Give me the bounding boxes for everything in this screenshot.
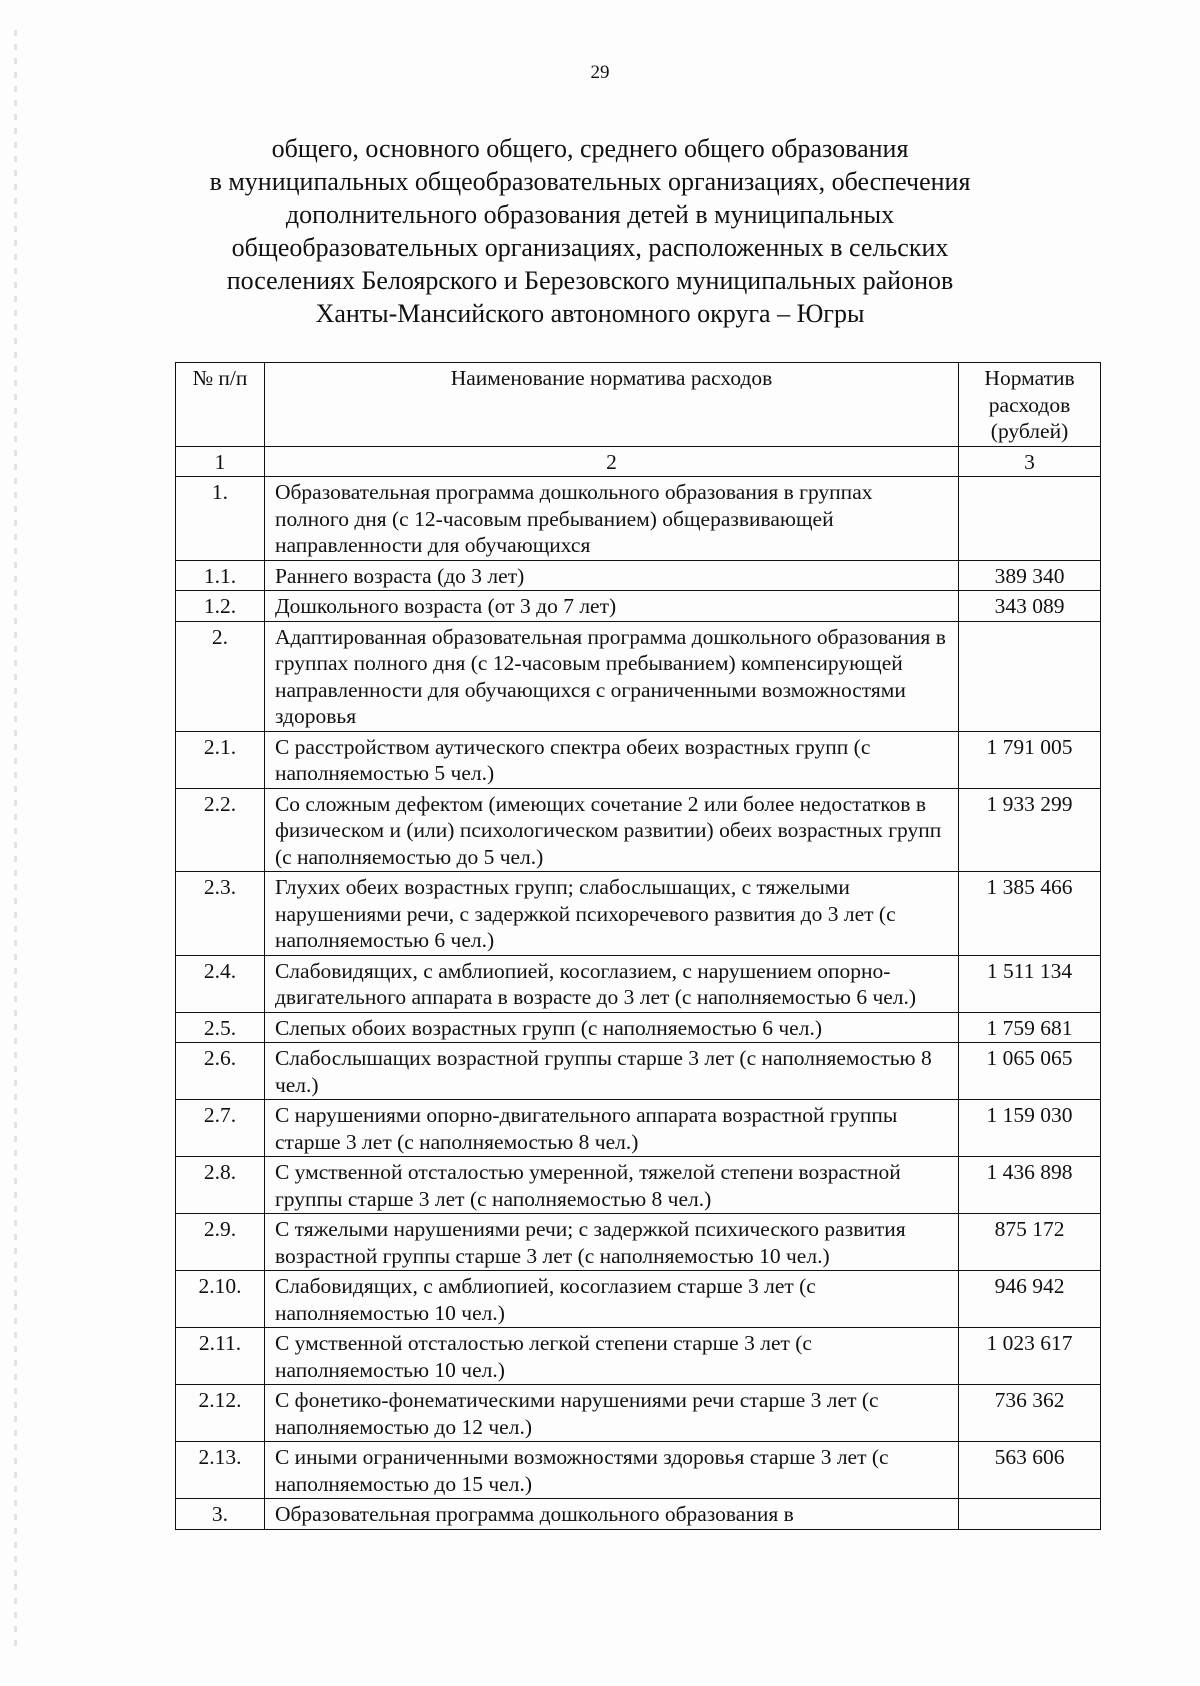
row-name: С умственной отсталостью легкой степени старше 3 лет (с наполняемостью 10 чел.) xyxy=(264,1328,958,1385)
table-body xyxy=(176,477,1101,1530)
row-name: Слабовидящих, с амблиопией, косоглазием старше 3 лет (с наполняемостью 10 чел.) xyxy=(264,1271,958,1328)
row-value: 1 159 030 xyxy=(959,1100,1101,1157)
row-number: 2.7. xyxy=(176,1100,265,1157)
table-row xyxy=(176,1499,1101,1530)
table-row xyxy=(176,560,1101,591)
table-row xyxy=(176,1100,1101,1157)
table-row xyxy=(176,1043,1101,1100)
page-number: 29 xyxy=(590,62,610,83)
table-row xyxy=(176,1328,1101,1385)
header-num: № п/п xyxy=(176,363,265,447)
header-name: Наименование норматива расходов xyxy=(264,363,958,447)
table-row xyxy=(176,591,1101,622)
table-header-row xyxy=(176,363,1101,447)
table-row xyxy=(176,621,1101,731)
table-row xyxy=(176,1214,1101,1271)
row-value: 1 436 898 xyxy=(959,1157,1101,1214)
row-value xyxy=(959,477,1101,561)
header-value: Норматив расходов (рублей) xyxy=(959,363,1101,447)
heading-line: общеобразовательных организациях, расположенных в сельских xyxy=(231,233,949,262)
row-number: 2. xyxy=(176,621,265,731)
table-row xyxy=(176,1012,1101,1043)
row-value: 1 511 134 xyxy=(959,955,1101,1012)
row-number: 2.1. xyxy=(176,731,265,788)
table-column-index-row xyxy=(176,446,1101,477)
row-name: Слабовидящих, с амблиопией, косоглазием, с нарушением опорно-двигательного аппарата в возрасте до 3 лет (с наполняемостью 6 чел.) xyxy=(264,955,958,1012)
row-value: 389 340 xyxy=(959,560,1101,591)
row-number: 2.11. xyxy=(176,1328,265,1385)
row-value xyxy=(959,1499,1101,1530)
row-value: 1 065 065 xyxy=(959,1043,1101,1100)
table-row xyxy=(176,1385,1101,1442)
table-row xyxy=(176,477,1101,561)
heading-line: поселениях Белоярского и Березовского муниципальных районов xyxy=(226,266,954,295)
table-row xyxy=(176,1442,1101,1499)
row-value: 1 023 617 xyxy=(959,1328,1101,1385)
table-row xyxy=(176,955,1101,1012)
row-number: 2.5. xyxy=(176,1012,265,1043)
row-name: С нарушениями опорно-двигательного аппарата возрастной группы старше 3 лет (с наполняемостью 8 чел.) xyxy=(264,1100,958,1157)
heading-line: общего, основного общего, среднего общего образования xyxy=(271,134,909,163)
row-name: Глухих обеих возрастных групп; слабослышащих, с тяжелыми нарушениями речи, с задержкой психоречевого развития до 3 лет (с наполняемостью 6 чел.) xyxy=(264,872,958,956)
row-name: Раннего возраста (до 3 лет) xyxy=(264,560,958,591)
row-number: 2.4. xyxy=(176,955,265,1012)
row-number: 2.8. xyxy=(176,1157,265,1214)
row-number: 1.2. xyxy=(176,591,265,622)
row-value: 1 933 299 xyxy=(959,788,1101,872)
row-number: 2.12. xyxy=(176,1385,265,1442)
column-index: 2 xyxy=(264,446,958,477)
row-name: С расстройством аутического спектра обеих возрастных групп (с наполняемостью 5 чел.) xyxy=(264,731,958,788)
table-row xyxy=(176,788,1101,872)
row-name: Адаптированная образовательная программа дошкольного образования в группах полного дня (с 12-часовым пребыванием) компенсирующей направленности для обучающихся с ограниченными возможностями здоровья xyxy=(264,621,958,731)
table-row xyxy=(176,1157,1101,1214)
row-name: С иными ограниченными возможностями здоровья старше 3 лет (с наполняемостью до 15 чел.) xyxy=(264,1442,958,1499)
row-name: Слабослышащих возрастной группы старше 3 лет (с наполняемостью 8 чел.) xyxy=(264,1043,958,1100)
column-index: 1 xyxy=(176,446,265,477)
row-name: Дошкольного возраста (от 3 до 7 лет) xyxy=(264,591,958,622)
row-value: 1 385 466 xyxy=(959,872,1101,956)
row-name: Слепых обоих возрастных групп (с наполняемостью 6 чел.) xyxy=(264,1012,958,1043)
row-number: 1.1. xyxy=(176,560,265,591)
table-row xyxy=(176,872,1101,956)
table-row xyxy=(176,1271,1101,1328)
row-number: 2.10. xyxy=(176,1271,265,1328)
row-number: 2.3. xyxy=(176,872,265,956)
row-number: 2.6. xyxy=(176,1043,265,1100)
heading-line: в муниципальных общеобразовательных организациях, обеспечения xyxy=(209,167,971,196)
row-number: 2.13. xyxy=(176,1442,265,1499)
row-value: 1 759 681 xyxy=(959,1012,1101,1043)
row-number: 2.9. xyxy=(176,1214,265,1271)
row-value: 1 791 005 xyxy=(959,731,1101,788)
row-name: Со сложным дефектом (имеющих сочетание 2 или более недостатков в физическом и (или) психологическом развитии) обеих возрастных групп (с наполняемостью до 5 чел.) xyxy=(264,788,958,872)
expense-norms-table xyxy=(175,362,1101,1530)
table-row xyxy=(176,731,1101,788)
scan-edge-artifact xyxy=(14,30,17,1650)
row-name: Образовательная программа дошкольного образования в xyxy=(264,1499,958,1530)
document-heading xyxy=(150,132,1030,330)
column-index: 3 xyxy=(959,446,1101,477)
row-value: 736 362 xyxy=(959,1385,1101,1442)
row-number: 1. xyxy=(176,477,265,561)
row-name: С умственной отсталостью умеренной, тяжелой степени возрастной группы старше 3 лет (с наполняемостью 8 чел.) xyxy=(264,1157,958,1214)
row-value xyxy=(959,621,1101,731)
heading-line: Ханты-Мансийского автономного округа – Югры xyxy=(315,299,865,328)
row-value: 946 942 xyxy=(959,1271,1101,1328)
row-value: 563 606 xyxy=(959,1442,1101,1499)
row-number: 3. xyxy=(176,1499,265,1530)
heading-line: дополнительного образования детей в муниципальных xyxy=(285,200,895,229)
row-name: Образовательная программа дошкольного образования в группах полного дня (с 12-часовым пребыванием) общеразвивающей направленности для обучающихся xyxy=(264,477,958,561)
row-name: С фонетико-фонематическими нарушениями речи старше 3 лет (с наполняемостью до 12 чел.) xyxy=(264,1385,958,1442)
row-name: С тяжелыми нарушениями речи; с задержкой психического развития возрастной группы старше 3 лет (с наполняемостью 10 чел.) xyxy=(264,1214,958,1271)
row-value: 875 172 xyxy=(959,1214,1101,1271)
row-number: 2.2. xyxy=(176,788,265,872)
row-value: 343 089 xyxy=(959,591,1101,622)
